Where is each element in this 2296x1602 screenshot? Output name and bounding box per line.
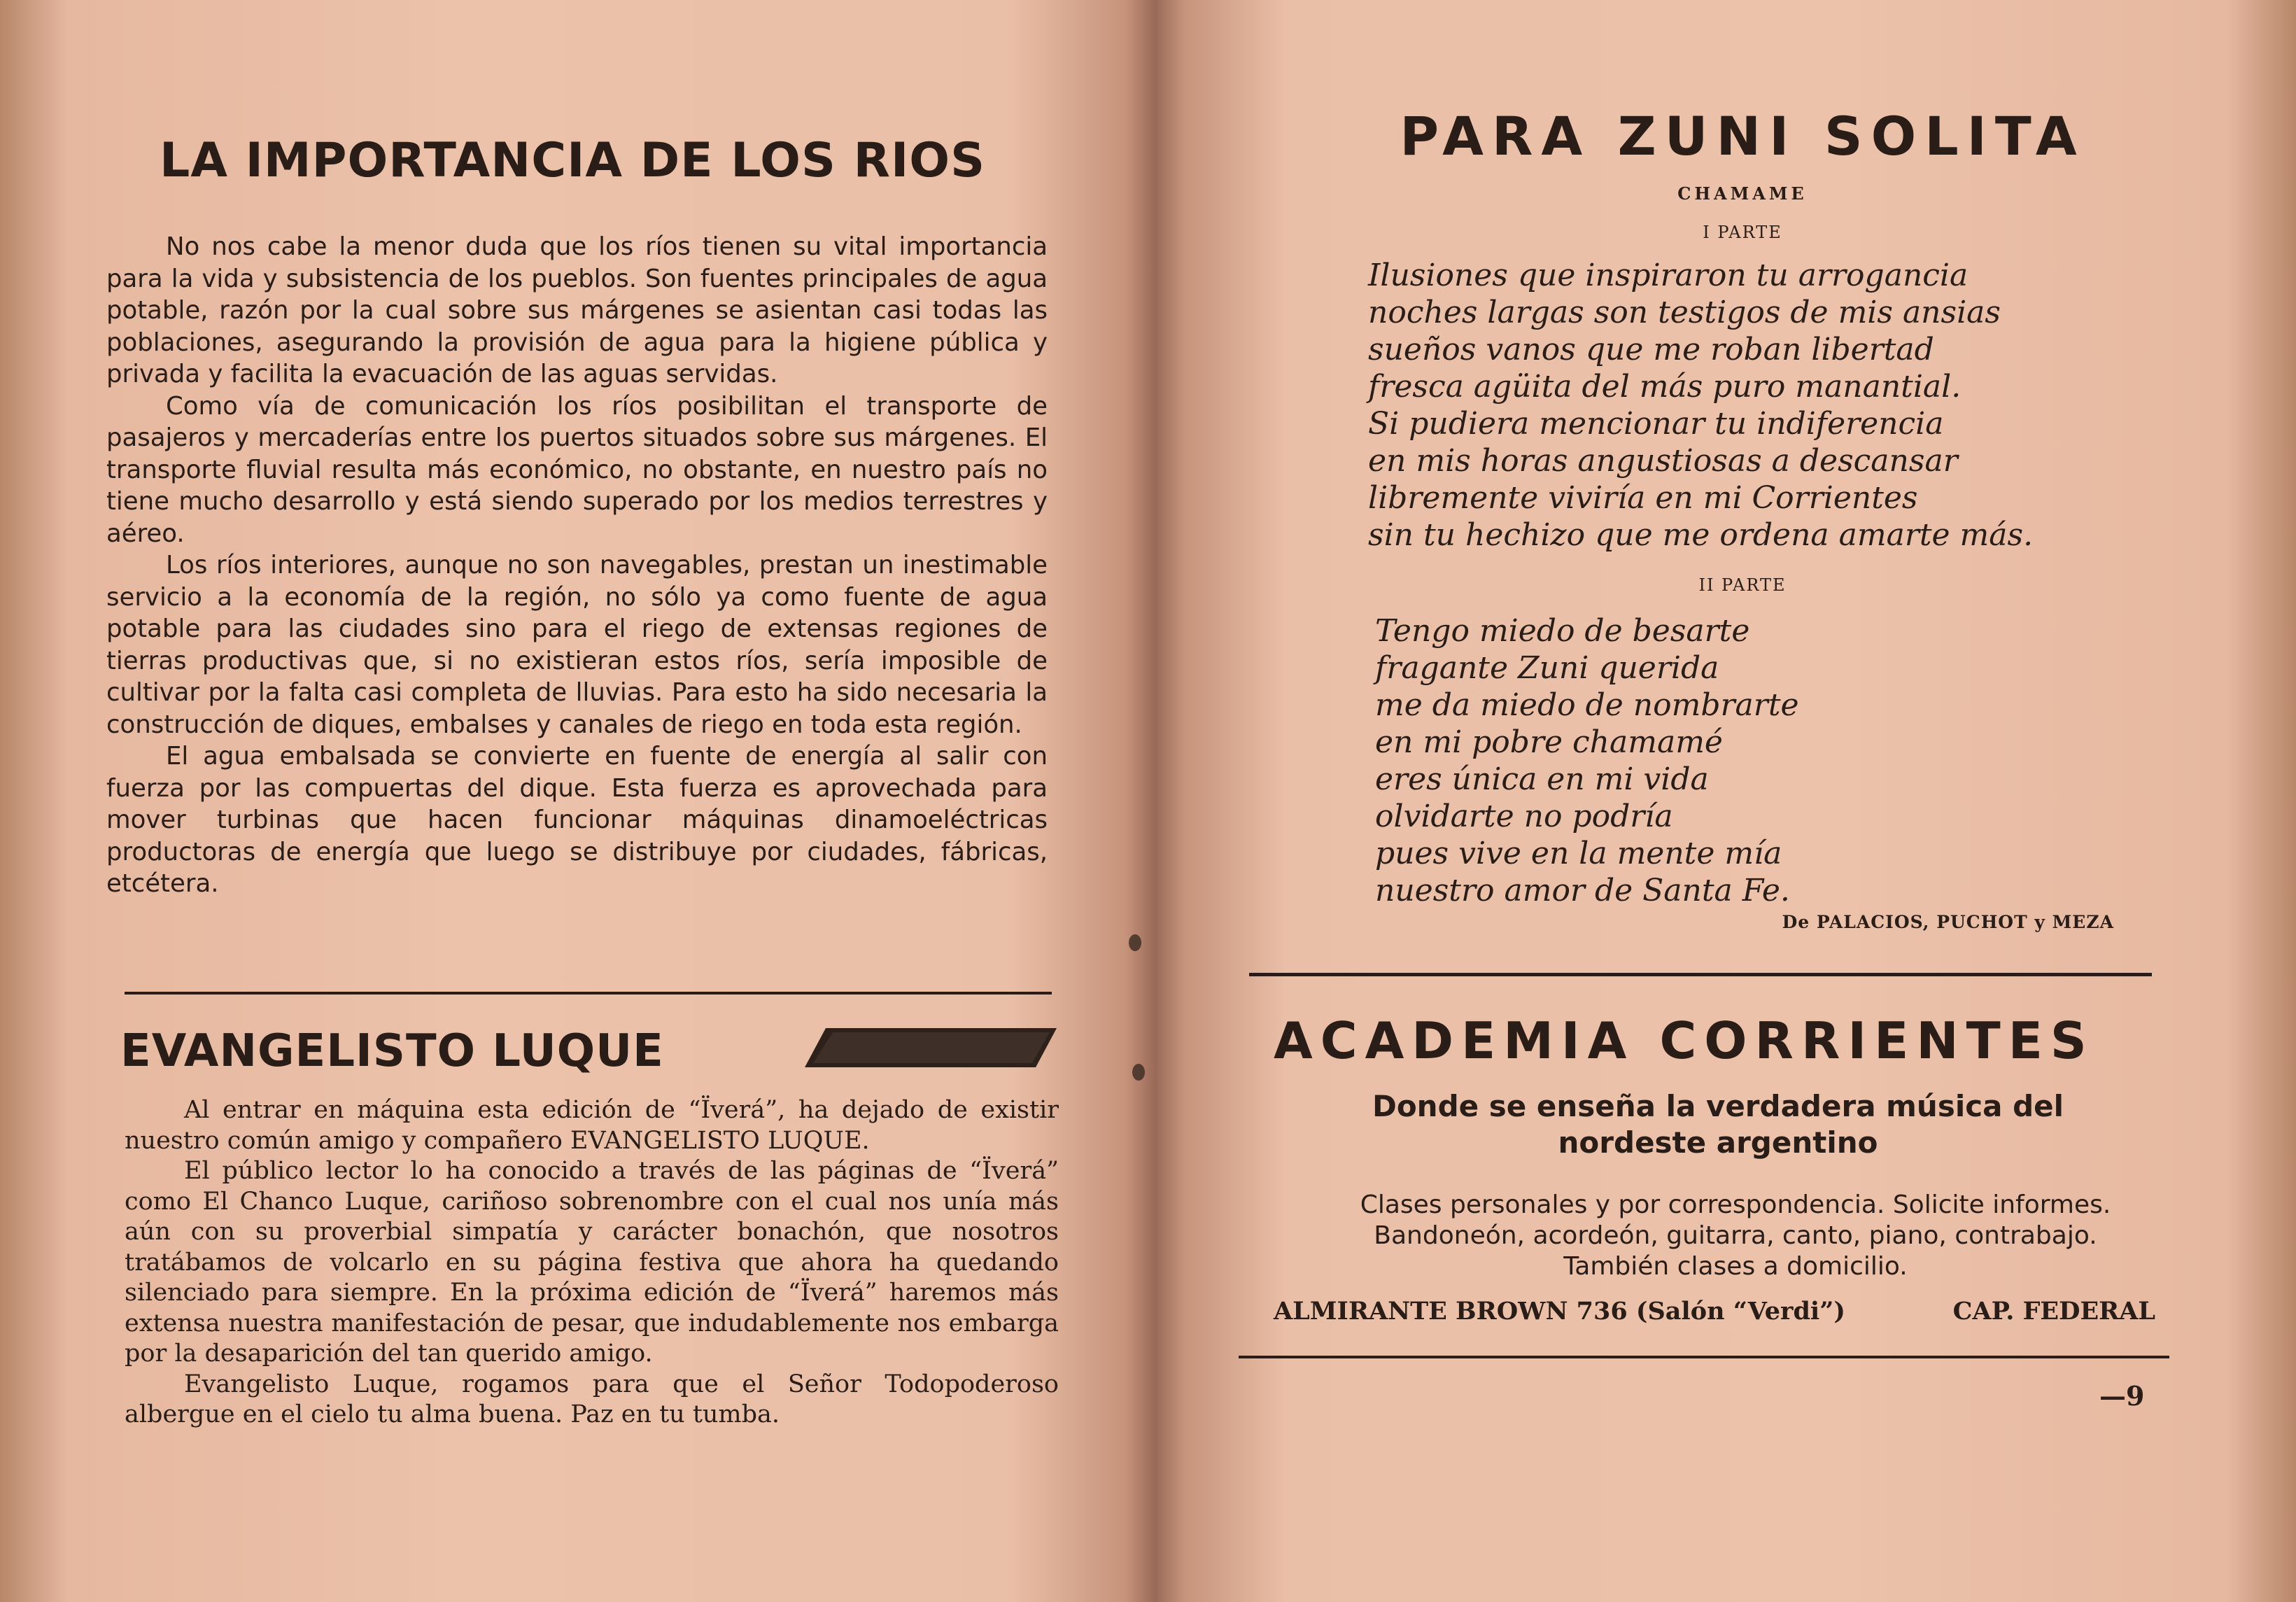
section-divider [125,992,1052,995]
binding-mark [1132,1064,1145,1081]
rios-paragraph: El agua embalsada se convierte en fuente de energía al salir con fuerza por las compuertas del dique. Esta fuerza es aprovechada para mover turbinas que hacen funcionar máquinas dinamoeléctricas productoras de energía que luego se distribuye por ciudades, fábricas, etcétera. [106,742,1048,898]
right-page [1162,0,2296,1602]
verse-line: sueños vanos que me roban libertad [1368,332,1934,367]
verse-line: me da miedo de nombrarte [1375,687,1799,723]
verse-line: Tengo miedo de besarte [1375,613,1750,649]
luque-article-body [125,1095,1059,1431]
luque-paragraph: El público lector lo ha conocido a través de las páginas de “Ïverá” como El Chanco Luque, cariñoso sobrenombre con el cual nos unía más aún con su proverbial simpatía y carácter bonachón, que nosotros tratábamos de volcarlo en su página festiva que ahora ha quedando silenciado para siempre. En la próxima edición de “Ïverá” haremos más extensa nuestra manifestación de pesar, que indudablemente nos embarga por la desaparición del tan querido amigo. [125,1157,1059,1368]
verse-line: Si pudiera mencionar tu indiferencia [1368,406,1944,442]
academia-subtitle-line: nordeste argentino [1558,1125,1878,1160]
decorative-banner-graphic [805,1027,1057,1069]
academia-ad-title: ACADEMIA CORRIENTES [1274,1011,2094,1070]
academia-ad-info [1274,1190,2197,1282]
verse-line: olvidarte no podría [1375,799,1673,834]
binding-mark [1129,934,1141,951]
verse-line: en mi pobre chamamé [1375,724,1723,760]
academia-info-line: Bandoneón, acordeón, guitarra, canto, piano, contrabajo. [1374,1221,2097,1250]
section-divider [1249,973,2152,976]
rios-paragraph: Como vía de comunicación los ríos posibilitan el transporte de pasajeros y mercaderías entre los puertos situados sobre sus márgenes. El transporte fluvial resulta más económico, no obstante, en nuestro país no tiene mucho desarrollo y está siendo superado por los medios terrestres y aéreo. [106,391,1048,548]
luque-article-title: EVANGELISTO LUQUE [120,1025,664,1077]
rios-paragraph: Los ríos interiores, aunque no son navegables, prestan un inestimable servicio a la economía de la región, no sólo ya como fuente de agua potable para las ciudades sino para el riego de extensas regiones de tierras productivas que, si no existieran estos ríos, sería imposible de cultivar por la falta casi completa de lluvias. Para esto ha sido necesaria la construcción de diques, embalses y canales de riego en toda esta región. [106,551,1048,739]
verse-line: pues vive en la mente mía [1375,836,1782,871]
luque-paragraph: Evangelisto Luque, rogamos para que el Señor Todopoderoso albergue en el cielo tu alma buena. Paz en tu tumba. [125,1370,1059,1428]
part-two-label: II PARTE [1698,575,1787,595]
verse-line: fresca agüita del más puro manantial. [1368,369,1962,405]
verse-line: libremente viviría en mi Corrientes [1368,480,1918,516]
academia-address: ALMIRANTE BROWN 736 (Salón “Verdi”) [1274,1297,1845,1326]
academia-info-line: También clases a domicilio. [1563,1252,1908,1281]
rios-article-body [106,231,1048,900]
song-credit: De PALACIOS, PUCHOT y MEZA [1782,912,2114,932]
academia-subtitle-line: Donde se enseña la verdadera música del [1372,1089,2064,1123]
luque-paragraph: Al entrar en máquina esta edición de “Ïverá”, ha dejado de existir nuestro común amigo y compañero EVANGELISTO LUQUE. [125,1096,1059,1155]
bottom-divider [1239,1356,2169,1358]
academia-info-line: Clases personales y por correspondencia. Solicite informes. [1360,1190,2111,1219]
part-one-label: I PARTE [1703,223,1782,242]
rios-article-title: LA IMPORTANCIA DE LOS RIOS [160,133,986,188]
academia-city: CAP. FEDERAL [1952,1297,2155,1326]
academia-ad-subtitle [1312,1088,2124,1161]
academia-address-row [1274,1297,2155,1326]
left-page [0,0,1134,1602]
verse-line: noches largas son testigos de mis ansias [1368,295,2001,330]
part-one-verses [1368,257,2033,554]
verse-line: fragante Zuni querida [1375,650,1719,686]
verse-line: en mis horas angustiosas a descansar [1368,443,1958,479]
rios-paragraph: No nos cabe la menor duda que los ríos tienen su vital importancia para la vida y subsistencia de los pueblos. Son fuentes principales de agua potable, razón por la cual sobre sus márgenes se asientan casi todas las poblaciones, asegurando la provisión de agua para la higiene pública y privada y facilita la evacuación de las aguas servidas. [106,232,1048,388]
part-two-verses [1375,612,1799,909]
verse-line: sin tu hechizo que me ordena amarte más. [1368,517,2034,553]
verse-line: nuestro amor de Santa Fe. [1375,873,1790,908]
song-title: PARA ZUNI SOLITA [1400,105,2085,167]
song-genre: CHAMAME [1677,183,1808,204]
page-number: —9 [2099,1380,2145,1412]
verse-line: eres única en mi vida [1375,761,1709,797]
verse-line: Ilusiones que inspiraron tu arrogancia [1368,258,1968,293]
